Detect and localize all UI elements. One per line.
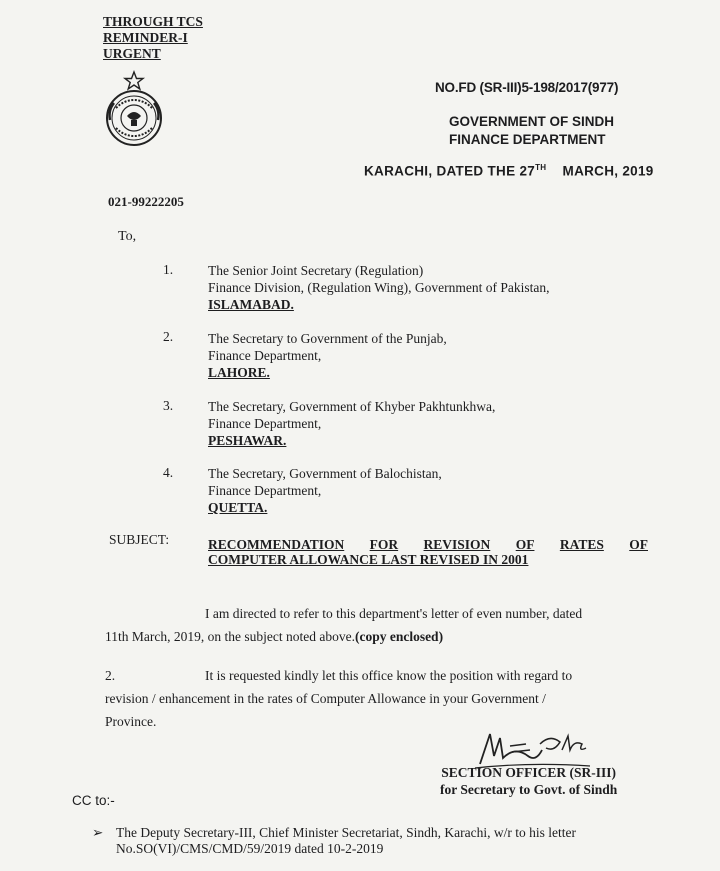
urgent-note: URGENT	[103, 46, 161, 61]
paragraph-1	[105, 602, 645, 648]
subject-word: OF	[515, 537, 535, 552]
cc-item	[92, 825, 652, 857]
addressee-number: 1.	[163, 262, 174, 277]
cc-label: CC to:-	[72, 793, 115, 808]
subject-text	[208, 537, 648, 567]
arrow-bullet-icon: ➢	[92, 825, 104, 840]
file-number: NO.FD (SR-III)5-198/2017(977)	[435, 80, 619, 95]
addressee-item	[208, 262, 550, 313]
copy-enclosed-note: (copy enclosed)	[354, 629, 444, 644]
para1-line2-text: 11th March, 2019, on the subject noted above.	[105, 629, 355, 644]
addressee-line2: Finance Department,	[208, 416, 322, 431]
addressee-number: 2.	[163, 329, 174, 344]
subject-word: REVISION	[423, 537, 491, 552]
subject-label: SUBJECT:	[109, 532, 170, 547]
cc-line1: The Deputy Secretary-III, Chief Minister Secretariat, Sindh, Karachi, w/r to his letter	[116, 825, 576, 840]
date-prefix: KARACHI, DATED THE 27	[364, 163, 536, 179]
cc-line2: No.SO(VI)/CMS/CMD/59/2019 dated 10-2-2019	[116, 841, 384, 856]
signature-block	[440, 764, 617, 798]
addressee-line1: The Secretary, Government of Khyber Pakhtunkhwa,	[208, 399, 496, 414]
date-month: MARCH, 2019	[562, 163, 654, 179]
para2-line2: revision / enhancement in the rates of Computer Allowance in your Government /	[105, 691, 546, 706]
phone-number: 021-99222205	[108, 194, 184, 209]
reminder-note: REMINDER-I	[103, 30, 188, 45]
to-salutation: To,	[118, 229, 137, 244]
subject-word: OF	[629, 537, 648, 552]
subject-line1	[208, 537, 648, 552]
addressee-city: QUETTA.	[208, 500, 268, 515]
addressee-item	[208, 330, 447, 381]
addressee-line2: Finance Department,	[208, 483, 322, 498]
date-suffix: TH	[535, 163, 547, 172]
para2-line1: It is requested kindly let this office know the position with regard to	[205, 668, 573, 683]
department-block	[449, 113, 614, 149]
para2-number: 2.	[105, 668, 116, 683]
addressee-line1: The Secretary, Government of Balochistan,	[208, 466, 442, 481]
department-name: FINANCE DEPARTMENT	[449, 132, 606, 147]
addressee-line1: The Senior Joint Secretary (Regulation)	[208, 263, 424, 278]
subject-word: RECOMMENDATION	[208, 537, 345, 552]
subject-line2: COMPUTER ALLOWANCE LAST REVISED IN 2001	[208, 552, 529, 567]
para1-line2	[105, 625, 645, 648]
addressee-city: ISLAMABAD.	[208, 297, 294, 312]
date-line	[364, 163, 654, 179]
addressee-item	[208, 398, 495, 449]
addressee-line2: Finance Department,	[208, 348, 322, 363]
addressee-city: LAHORE.	[208, 365, 270, 380]
subject-word: RATES	[559, 537, 604, 552]
addressee-line1: The Secretary to Government of the Punjab,	[208, 331, 447, 346]
addressee-item	[208, 465, 442, 516]
sindh-government-seal-icon	[98, 70, 170, 148]
subject-word: FOR	[369, 537, 399, 552]
addressee-number: 3.	[163, 398, 174, 413]
signatory-title: SECTION OFFICER (SR-III)	[441, 765, 616, 780]
header-notes	[103, 14, 203, 62]
through-tcs-note: THROUGH TCS	[103, 14, 203, 29]
addressee-number: 4.	[163, 465, 174, 480]
para2-line1-row	[105, 664, 650, 687]
para1-line1: I am directed to refer to this department's letter of even number, dated	[205, 606, 583, 621]
signatory-subtitle: for Secretary to Govt. of Sindh	[440, 782, 618, 797]
addressee-line2: Finance Division, (Regulation Wing), Government of Pakistan,	[208, 280, 550, 295]
para2-line3: Province.	[105, 714, 157, 729]
paragraph-2	[105, 664, 650, 733]
government-name: GOVERNMENT OF SINDH	[449, 114, 615, 129]
addressee-city: PESHAWAR.	[208, 433, 287, 448]
